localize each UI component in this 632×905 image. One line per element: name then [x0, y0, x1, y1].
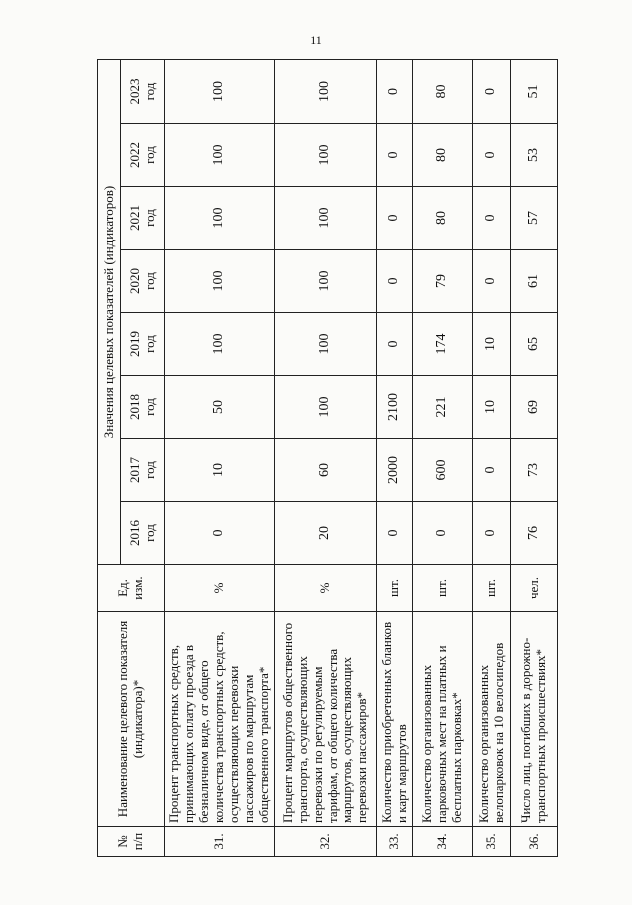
header-year-2017: [121, 439, 165, 502]
value-cell: 0: [473, 187, 511, 250]
value-cell: 0: [377, 313, 413, 376]
value-cell: 60: [275, 439, 377, 502]
value-cell: 50: [165, 376, 275, 439]
header-year-2023: [121, 59, 165, 123]
value-cell: 10: [473, 376, 511, 439]
unit-cell: чел.: [511, 565, 558, 612]
value-cell: 0: [473, 59, 511, 123]
value-cell: 100: [275, 376, 377, 439]
header-year-2020: [121, 250, 165, 313]
rotated-table-wrapper: [97, 60, 548, 857]
row-number: 33.: [377, 827, 413, 857]
header-year-2016: [121, 502, 165, 565]
value-cell: 0: [377, 187, 413, 250]
value-cell: 2000: [377, 439, 413, 502]
value-cell: 10: [473, 313, 511, 376]
header-year-suffix: год: [141, 146, 157, 164]
value-cell: 65: [511, 313, 558, 376]
header-year-number: 2019: [126, 331, 142, 357]
indicator-name: Количество приобретенных бланков и карт маршрутов: [377, 612, 413, 827]
header-unit: Ед. изм.: [98, 565, 165, 612]
header-year-number: 2017: [126, 457, 142, 483]
header-year-2022: [121, 124, 165, 187]
value-cell: 0: [473, 124, 511, 187]
header-year-number: 2022: [126, 142, 142, 168]
value-cell: 0: [413, 502, 473, 565]
value-cell: 20: [275, 502, 377, 565]
value-cell: 0: [377, 124, 413, 187]
value-cell: 0: [473, 502, 511, 565]
table-row: [511, 59, 558, 856]
header-year-number: 2018: [126, 394, 142, 420]
header-year-number: 2021: [126, 205, 142, 231]
value-cell: 10: [165, 439, 275, 502]
value-cell: 80: [413, 59, 473, 123]
table-row: [377, 59, 413, 856]
value-cell: 76: [511, 502, 558, 565]
value-cell: 0: [165, 502, 275, 565]
value-cell: 600: [413, 439, 473, 502]
value-cell: 100: [275, 187, 377, 250]
indicator-name: Процент транспортных средств, принимающих оплату проезда в безналичном виде, от общего количества транспортных средств, осуществляющих перевозки пассажиров по маршрутам общественного транспорта*: [165, 612, 275, 827]
value-cell: 69: [511, 376, 558, 439]
value-cell: 73: [511, 439, 558, 502]
header-year-2018: [121, 376, 165, 439]
value-cell: 0: [377, 59, 413, 123]
header-num: № п/п: [98, 827, 165, 857]
unit-cell: %: [165, 565, 275, 612]
value-cell: 100: [165, 250, 275, 313]
header-year-suffix: год: [141, 82, 157, 101]
table-row: [275, 59, 377, 856]
unit-cell: %: [275, 565, 377, 612]
header-row-group: [98, 59, 121, 856]
header-year-suffix: год: [141, 335, 157, 353]
row-number: 35.: [473, 827, 511, 857]
value-cell: 0: [377, 502, 413, 565]
indicator-name: Процент маршрутов общественного транспорта, осуществляющих перевозки по регулируемым тарифам, от общего количества маршрутов, осуществляющих перевозки пассажиров*: [275, 612, 377, 827]
header-year-number: 2020: [126, 268, 142, 294]
unit-cell: шт.: [413, 565, 473, 612]
unit-cell: шт.: [377, 565, 413, 612]
table-row: [165, 59, 275, 856]
row-number: 31.: [165, 827, 275, 857]
value-cell: 80: [413, 124, 473, 187]
value-cell: 100: [165, 59, 275, 123]
value-cell: 100: [275, 124, 377, 187]
header-year-number: 2023: [126, 78, 142, 105]
indicator-name: Число лиц, погибших в дорожно-транспортных происшествиях*: [511, 612, 558, 827]
value-cell: 100: [165, 124, 275, 187]
header-year-suffix: год: [141, 461, 157, 479]
header-year-number: 2016: [126, 520, 142, 546]
value-cell: 0: [377, 250, 413, 313]
unit-cell: шт.: [473, 565, 511, 612]
row-number: 32.: [275, 827, 377, 857]
header-year-2019: [121, 313, 165, 376]
value-cell: 100: [165, 313, 275, 376]
value-cell: 2100: [377, 376, 413, 439]
header-name: Наименование целевого показателя (индикатора)*: [98, 612, 165, 827]
value-cell: 51: [511, 59, 558, 123]
indicator-name: Количество организованных велопарковок на 10 велосипедов: [473, 612, 511, 827]
indicators-table: [97, 59, 558, 857]
header-year-suffix: год: [141, 524, 157, 542]
page-number: 11: [310, 33, 322, 47]
table-row: [413, 59, 473, 856]
value-cell: 100: [275, 313, 377, 376]
value-cell: 57: [511, 187, 558, 250]
row-number: 34.: [413, 827, 473, 857]
value-cell: 79: [413, 250, 473, 313]
header-year-2021: [121, 187, 165, 250]
indicator-name: Количество организованных парковочных мест на платных и бесплатных парковках*: [413, 612, 473, 827]
value-cell: 100: [275, 59, 377, 123]
header-year-suffix: год: [141, 272, 157, 290]
value-cell: 100: [165, 187, 275, 250]
header-year-suffix: год: [141, 398, 157, 416]
row-number: 36.: [511, 827, 558, 857]
value-cell: 221: [413, 376, 473, 439]
table-row: [473, 59, 511, 856]
value-cell: 174: [413, 313, 473, 376]
value-cell: 80: [413, 187, 473, 250]
value-cell: 0: [473, 439, 511, 502]
table-body: [165, 59, 558, 856]
value-cell: 61: [511, 250, 558, 313]
header-year-suffix: год: [141, 209, 157, 227]
header-values-group: Значения целевых показателей (индикаторов): [98, 59, 121, 564]
value-cell: 100: [275, 250, 377, 313]
value-cell: 53: [511, 124, 558, 187]
value-cell: 0: [473, 250, 511, 313]
